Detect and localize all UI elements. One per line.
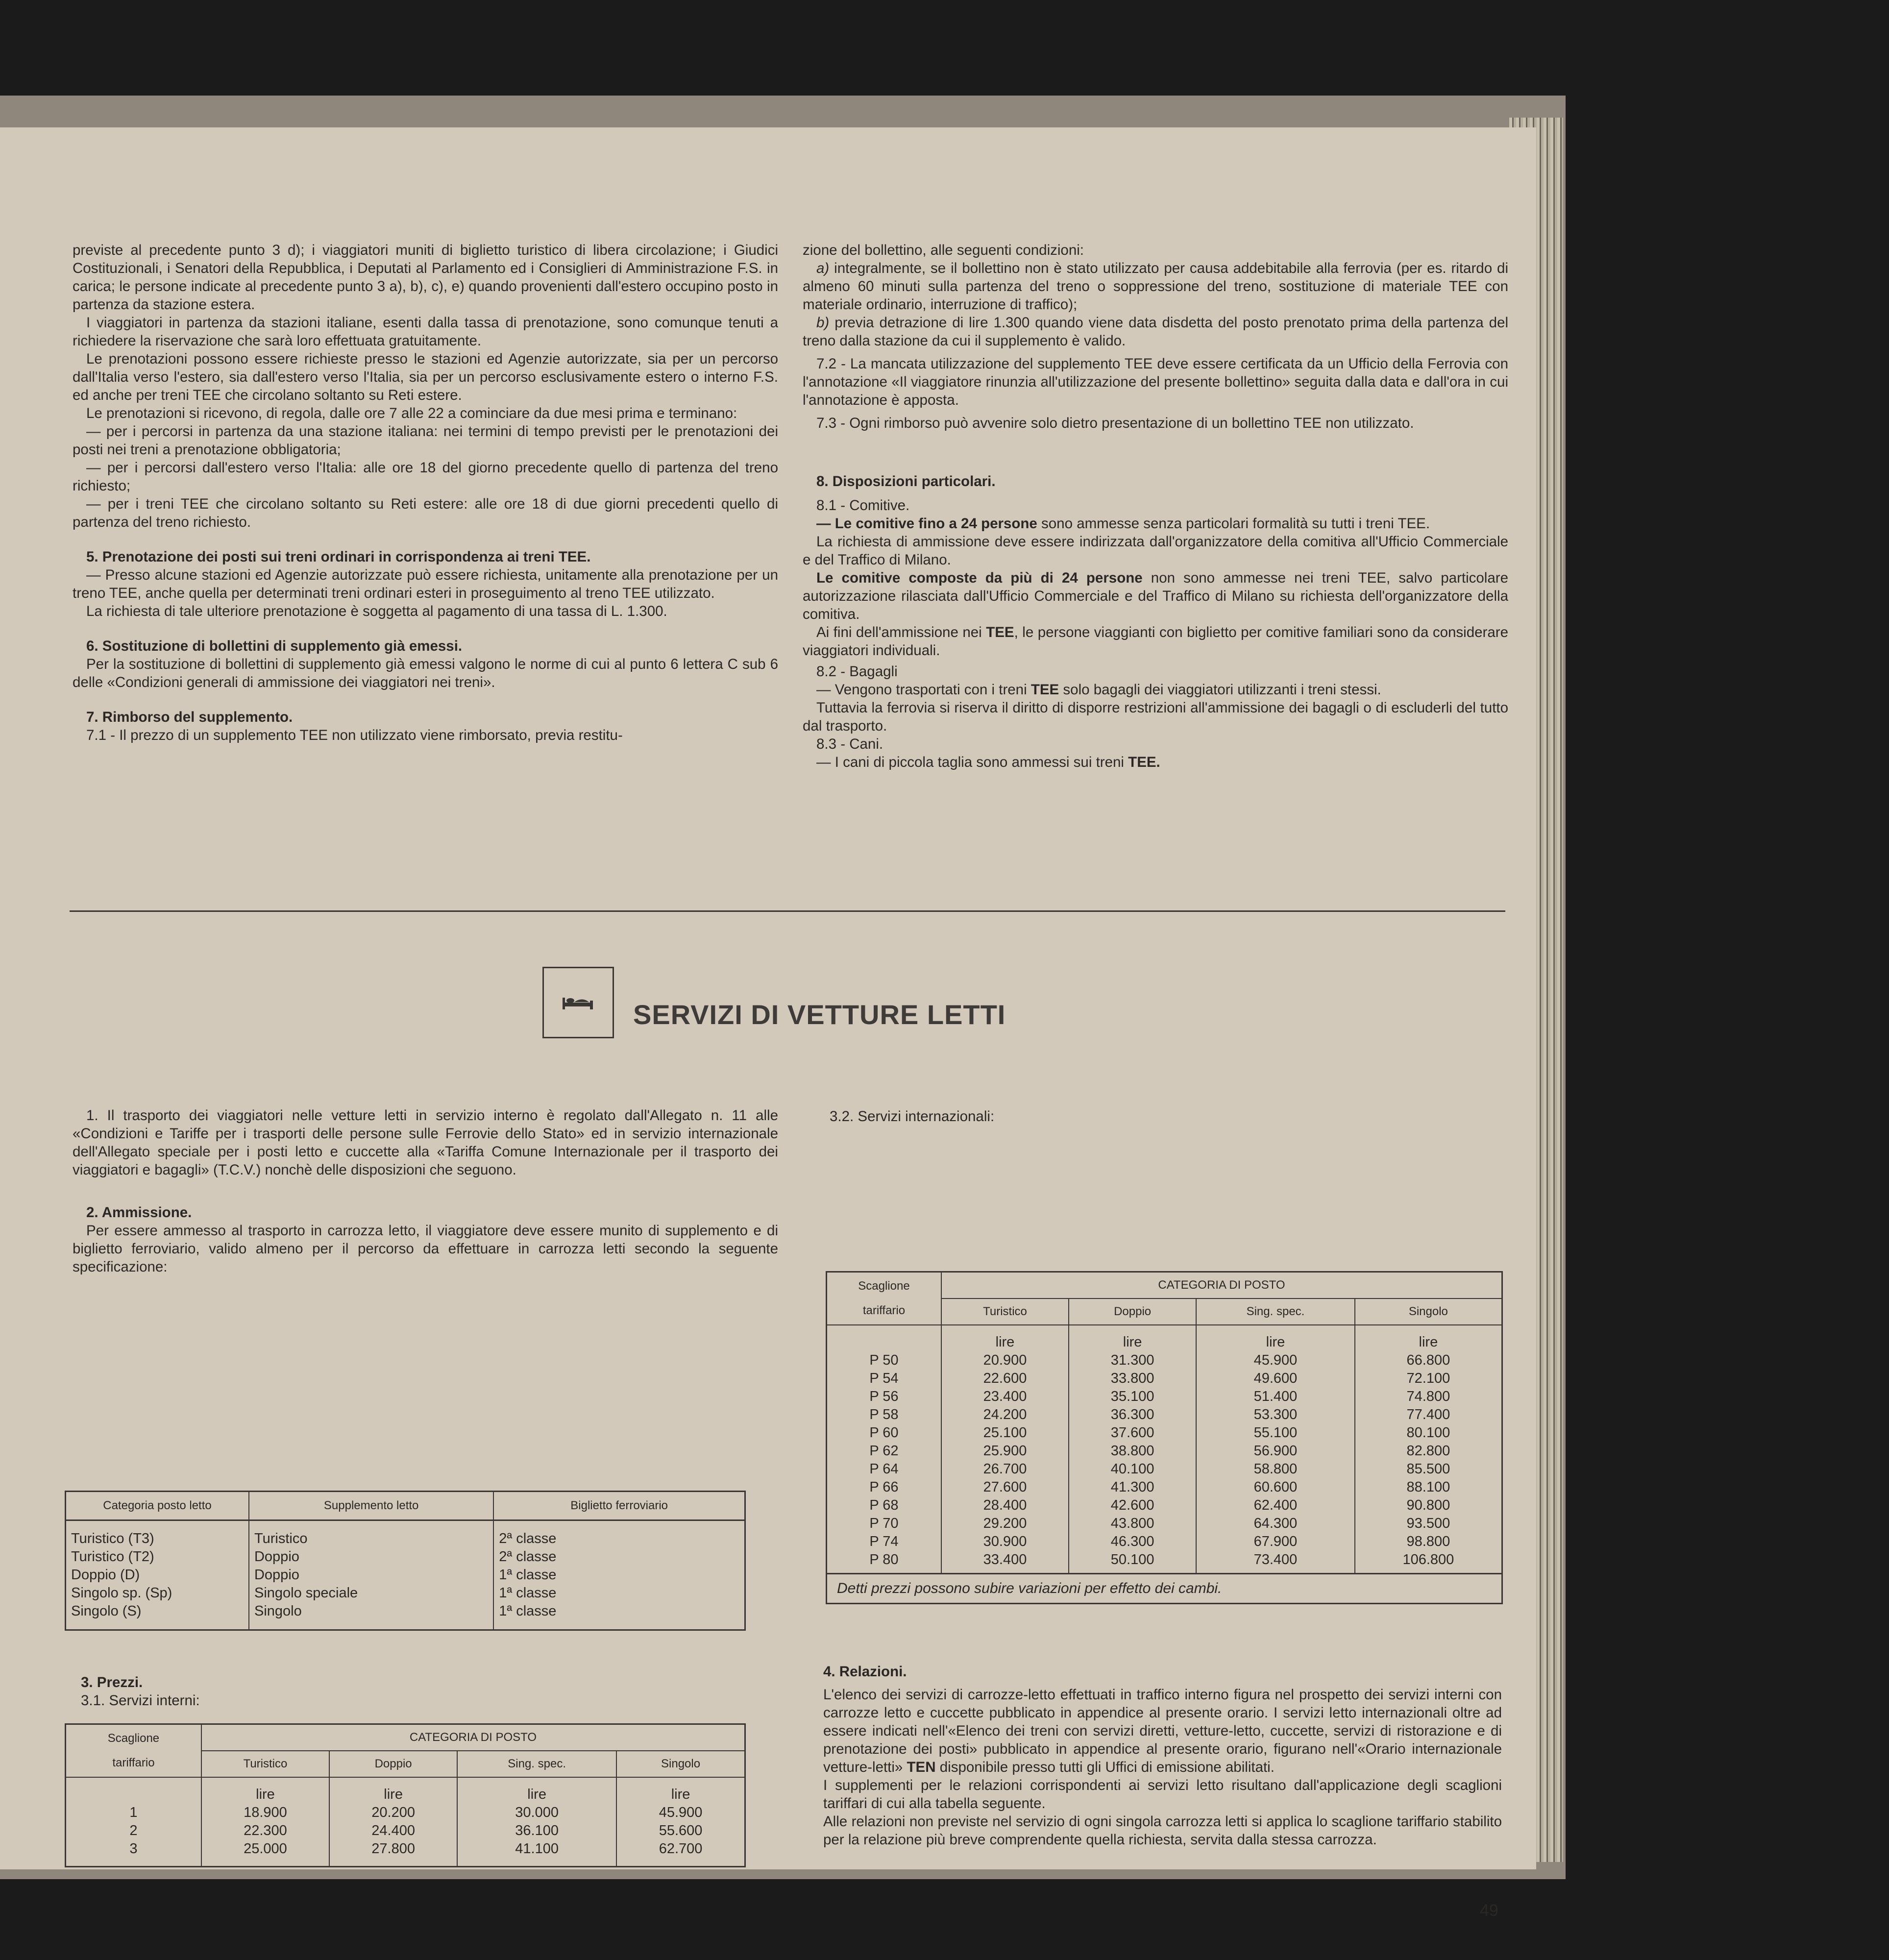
column-header: Scaglione tariffario [66, 1724, 201, 1778]
domestic-prices-table [65, 1723, 746, 1867]
table-cell: lire 18.900 22.300 25.000 [201, 1777, 329, 1867]
section-title: SERVIZI DI VETTURE LETTI [633, 999, 1006, 1030]
paragraph [803, 569, 1508, 623]
paragraph: — per i treni TEE che circolano soltanto su Reti estere: alle ore 18 di due giorni precedenti quello di partenza del treno richiesto. [73, 496, 778, 530]
column-header: CATEGORIA DI POSTO [201, 1724, 745, 1751]
relations-section [823, 1663, 1502, 1849]
table-cell: lire 31.300 33.800 35.100 36.300 37.600 38.800 40.100 41.300 42.600 43.800 46.300 50.100 [1069, 1325, 1196, 1574]
column-header: Turistico [941, 1298, 1069, 1325]
paragraph [803, 259, 1508, 314]
column-header: Doppio [329, 1751, 457, 1777]
column-header: Sing. spec. [1196, 1298, 1355, 1325]
column-header: Turistico [201, 1751, 329, 1777]
paragraph: Per la sostituzione di bollettini di supplemento già emessi valgono le norme di cui al punto 6 lettera C sub 6 delle «Condizioni generali di ammissione dei viaggiatori nei treni». [73, 656, 778, 690]
subsection-heading: 3.2. Servizi internazionali: [830, 1108, 995, 1125]
column-header: Categoria posto letto [66, 1492, 249, 1520]
international-prices-table [826, 1271, 1503, 1604]
bold-text: Le comitive composte da più di 24 persone [816, 570, 1143, 586]
paragraph-text: previa detrazione di lire 1.300 quando viene data disdetta del posto prenotato prima della partenza del treno dalla stazione da cui il supplemento è valido. [803, 315, 1508, 349]
paragraph: 8.2 - Bagagli [816, 663, 898, 680]
bold-text: TEE. [1128, 754, 1160, 770]
item-label: a) [816, 260, 830, 276]
horizontal-rule [70, 910, 1505, 912]
section-heading: 3. Prezzi. [81, 1674, 143, 1690]
page-number: 49 [1480, 1901, 1498, 1920]
paragraph-text: Ai fini dell'ammissione nei [816, 624, 986, 640]
column-header: Doppio [1069, 1298, 1196, 1325]
paragraph-text: integralmente, se il bollettino non è stato utilizzato per causa addebitabile alla ferrovia (per es. ritardo di almeno 60 minuti sulla partenza del treno o soppressione del treno, sostituzione di materiale TEE con materiale ordinario, interruzione di traffico); [803, 260, 1508, 313]
paragraph [823, 1686, 1502, 1776]
table-cell: lire 20.900 22.600 23.400 24.200 25.100 25.900 26.700 27.600 28.400 29.200 30.900 33.400 [941, 1325, 1069, 1574]
column-header: Sing. spec. [457, 1751, 616, 1777]
table-cell: Turistico (T3) Turistico (T2) Doppio (D) Singolo sp. (Sp) Singolo (S) [66, 1520, 249, 1630]
section-heading: 6. Sostituzione di bollettini di supplemento già emessi. [86, 638, 463, 654]
table-cell: 2ª classe 2ª classe 1ª classe 1ª classe 1ª classe [493, 1520, 745, 1630]
table-row [827, 1325, 1502, 1574]
table-cell: Turistico Doppio Doppio Singolo speciale Singolo [249, 1520, 493, 1630]
table-cell: lire 45.900 55.600 62.700 [616, 1777, 745, 1867]
section-heading: 2. Ammissione. [86, 1204, 192, 1221]
table-cell: lire 20.200 24.400 27.800 [329, 1777, 457, 1867]
paragraph [803, 314, 1508, 350]
paragraph [803, 623, 1508, 660]
paragraph-text: — I cani di piccola taglia sono ammessi sui treni [816, 754, 1128, 770]
paragraph: 1. Il trasporto dei viaggiatori nelle vetture letti in servizio interno è regolato dall'Allegato n. 11 alle «Condizioni e Tariffe per i trasporti delle persone sulle Ferrovie dello Stato» ed in servizio internazionale dell'Allegato speciale per i posti letto e cuccette alla «Tariffa Comune Internazionale per il trasporto dei viaggiatori e bagagli» (T.C.V.) nonchè delle disposizioni che seguono. [73, 1107, 778, 1178]
paragraph: La richiesta di ammissione deve essere indirizzata dall'organizzatore della comitiva all'Ufficio Commerciale e del Traffico di Milano. [803, 534, 1508, 568]
paragraph-text: non sono ammesse nei treni TEE, salvo particolare autorizzazione rilasciata dall'Ufficio Commerciale e del Traffico di Milano su richiesta dell'organizzatore della comitiva. [803, 570, 1508, 622]
paragraph: 7.1 - Il prezzo di un supplemento TEE non utilizzato viene rimborsato, previa restitu- [86, 727, 623, 743]
paragraph: I viaggiatori in partenza da stazioni italiane, esenti dalla tassa di prenotazione, sono comunque tenuti a richiedere la riservazione che sarà loro effettuata gratuitamente. [73, 315, 778, 349]
paragraph-text: L'elenco dei servizi di carrozze-letto effettuati in traffico interno figura nel prospetto dei servizi interni con carrozze letto e cuccette pubblicato in appendice al presente orario. I servizi letto internazionali oltre ad essere indicati nell'«Elenco dei treni con servizi diretti, vetture-letto, cuccette, servizi di ristorazione e di prenotazione dei posti» pubblicato in appendice al presente orario, figurano nell'«Orario internazionale vetture-letti» [823, 1687, 1502, 1775]
right-column-bottom [816, 1107, 1502, 1126]
table-header-row [66, 1492, 745, 1520]
paragraph: 8.1 - Comitive. [816, 497, 910, 514]
bold-text: TEE [1030, 682, 1059, 698]
paragraph: Per essere ammesso al trasporto in carrozza letto, il viaggiatore deve essere munito di supplemento e di biglietto ferroviario, valido almeno per il percorso da effettuare in carrozza letti secondo la seguente specificazione: [73, 1223, 778, 1275]
paragraph: Le prenotazioni si ricevono, di regola, dalle ore 7 alle 22 a cominciare da due mesi prima e terminano: [86, 405, 737, 421]
column-header: Singolo [1355, 1298, 1502, 1325]
right-column-top [803, 241, 1508, 771]
subsection-heading: 3.1. Servizi interni: [81, 1692, 200, 1709]
paragraph: I supplementi per le relazioni corrispondenti ai servizi letto risultano dall'applicazione degli scaglioni tariffari di cui alla tabella seguente. [823, 1777, 1502, 1812]
paragraph: — per i percorsi dall'estero verso l'Italia: alle ore 18 del giorno precedente quello di partenza del treno richiesto; [73, 460, 778, 494]
section-heading: 4. Relazioni. [823, 1664, 907, 1680]
table-cell: lire 30.000 36.100 41.100 [457, 1777, 616, 1867]
section-heading: 8. Disposizioni particolari. [816, 473, 996, 490]
column-header: Scaglione tariffario [827, 1272, 941, 1325]
bold-text: — Le comitive fino a 24 persone [816, 515, 1037, 532]
left-column-bottom [73, 1106, 778, 1276]
paragraph: 8.3 - Cani. [816, 736, 883, 752]
table-header-row [66, 1724, 745, 1751]
paragraph: Le prenotazioni possono essere richieste presso le stazioni ed Agenzie autorizzate, sia per un percorso dall'Italia verso l'estero, sia dall'estero verso l'Italia, sia per un percorso esclusivamente estero o interno F.S. ed anche per treni TEE che circolano soltanto su Reti estere. [73, 351, 778, 403]
prices-section [81, 1673, 200, 1710]
paragraph: La richiesta di tale ulteriore prenotazione è soggetta al pagamento di una tassa di L. 1.300. [86, 603, 667, 619]
table-header-row [827, 1272, 1502, 1299]
paragraph: — Presso alcune stazioni ed Agenzie autorizzate può essere richiesta, unitamente alla prenotazione per un treno TEE, anche quella per determinati treni ordinari esteri in proseguimento al treno TEE utilizzato. [73, 567, 778, 601]
paragraph-text: solo bagagli dei viaggiatori utilizzanti i treni stessi. [1059, 682, 1381, 698]
paragraph: Alle relazioni non previste nel servizio di ogni singola carrozza letti si applica lo scaglione tariffario stabilito per la relazione più breve comprendente quella richiesta, servita dalla stessa carrozza. [823, 1813, 1502, 1848]
table-cell: 1 2 3 [66, 1777, 201, 1867]
paragraph-text: disponibile presso tutti gli Uffici di emissione abilitati. [935, 1759, 1275, 1775]
left-column-top [73, 241, 778, 744]
bold-text: TEE [986, 624, 1014, 640]
column-header: Biglietto ferroviario [493, 1492, 745, 1520]
section-heading: 5. Prenotazione dei posti sui treni ordinari in corrispondenza ai treni TEE. [86, 549, 591, 565]
sleeping-car-bed-icon [542, 967, 614, 1038]
paragraph-text: , le persone viaggianti con biglietto per comitive familiari sono da considerare viaggiatori individuali. [803, 624, 1508, 659]
column-header: Supplemento letto [249, 1492, 493, 1520]
paragraph [803, 753, 1508, 771]
paragraph: previste al precedente punto 3 d); i viaggiatori muniti di biglietto turistico di libera circolazione; i Giudici Costituzionali, i Senatori della Repubblica, i Deputati al Parlamento ed i Consiglieri di Amministrazione F.S. in carica; le persone indicate al precedente punto 3 a), b), c), e) quando provenienti dall'estero occupino posto in partenza da stazione estera. [73, 242, 778, 313]
table-cell: lire 45.900 49.600 51.400 53.300 55.100 56.900 58.800 60.600 62.400 64.300 67.900 73.400 [1196, 1325, 1355, 1574]
paragraph: zione del bollettino, alle seguenti condizioni: [803, 242, 1084, 258]
paragraph-text: — Vengono trasportati con i treni [816, 682, 1031, 698]
table-row [66, 1777, 745, 1867]
paragraph-text: sono ammesse senza particolari formalità su tutti i treni TEE. [1037, 515, 1430, 532]
paragraph: 7.3 - Ogni rimborso può avvenire solo dietro presentazione di un bollettino TEE non utilizzato. [816, 415, 1414, 431]
sleeping-category-table [65, 1491, 746, 1631]
section-heading: 7. Rimborso del supplemento. [86, 709, 293, 725]
column-header: CATEGORIA DI POSTO [941, 1272, 1502, 1299]
paragraph: Tuttavia la ferrovia si riserva il diritto di disporre restrizioni all'ammissione dei bagagli o di escluderli del tutto dal trasporto. [803, 700, 1508, 734]
paragraph: 7.2 - La mancata utilizzazione del supplemento TEE deve essere certificata da un Ufficio della Ferrovia con l'annotazione «Il viaggiatore rinunzia all'utilizzazione del presente bollettino» seguita dalla data e dall'ora in cui l'annotazione è apposta. [803, 356, 1508, 408]
table-row [66, 1520, 745, 1630]
column-header: Singolo [616, 1751, 745, 1777]
table-cell: P 50 P 54 P 56 P 58 P 60 P 62 P 64 P 66 P 68 P 70 P 74 P 80 [827, 1325, 941, 1574]
bold-text: TEN [907, 1759, 936, 1775]
item-label: b) [816, 315, 830, 331]
paragraph: — per i percorsi in partenza da una stazione italiana: nei termini di tempo previsti per le prenotazioni dei posti nei treni a prenotazione obbligatoria; [73, 423, 778, 458]
table-note-row [827, 1574, 1502, 1604]
book-page [0, 127, 1536, 1920]
paragraph [803, 681, 1508, 699]
paragraph [803, 514, 1508, 533]
table-note: Detti prezzi possono subire variazioni per effetto dei cambi. [827, 1574, 1502, 1604]
table-cell: lire 66.800 72.100 74.800 77.400 80.100 82.800 85.500 88.100 90.800 93.500 98.800 106.800 [1355, 1325, 1502, 1574]
